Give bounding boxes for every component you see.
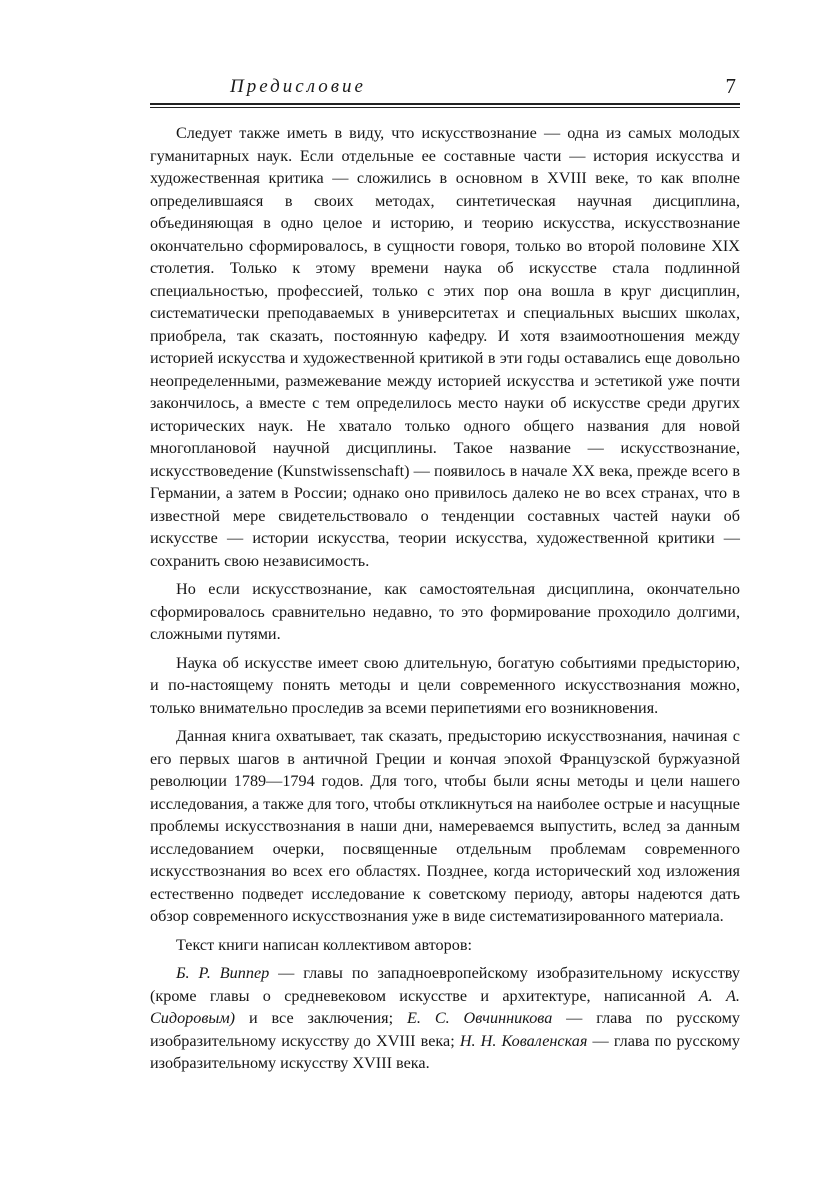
- author-name: Н. Н. Коваленская: [459, 1031, 588, 1050]
- author-name: Б. Р. Виппер: [176, 964, 270, 982]
- header-rule-thin: [150, 107, 740, 108]
- author-name: А. А. Сидоровым): [150, 986, 740, 1027]
- paragraph: [150, 934, 740, 957]
- running-head: [150, 74, 740, 104]
- paragraph: [150, 652, 740, 720]
- text-run: — главы по западноевропейскому изобразительному искусству (кроме главы о средневековом искусстве и архитектуре, написанной: [150, 964, 740, 1005]
- text-run: Наука об искусстве имеет свою длительную, богатую событиями предысторию, и по-настоящему понять методы и цели современного искусствознания можно, только внимательно проследив за всеми перипетиями его возникновения.: [150, 653, 740, 717]
- text-run: — глава по русскому изобразительному искусству XVIII века.: [150, 1031, 740, 1072]
- running-head-title: Предисловие: [230, 76, 366, 97]
- paragraph: [150, 962, 740, 1075]
- body-text: [150, 122, 740, 1075]
- paragraph: [150, 122, 740, 572]
- text-run: Данная книга охватывает, так сказать, предысторию искусствознания, начиная с его первых шагов в античной Греции и кончая эпохой Французской буржуазной революции 1789—1794 годов. Для того, чтобы были ясны методы и цели нашего исследования, а также для того, чтобы откликнуться на наиболее острые и насущные проблемы искусствознания в наши дни, намереваемся выпустить, вслед за данным исследованием очерки, посвященные отдельным проблемам современного искусствознания во всех его областях. Позднее, когда исторический ход изложения естественно подведет исследование к советскому периоду, авторы надеются дать обзор современного искусствознания уже в виде систематизированного материала.: [150, 727, 740, 925]
- text-run: Следует также иметь в виду, что искусствознание — одна из самых молодых гуманитарных наук. Если отдельные ее составные части — история искусства и художественная критика — сложились в основном в XVIII веке, то как вполне определившаяся в своих методах, синтетическая научная дисциплина, объединяющая в одно целое и историю, и теорию искусства, искусствознание окончательно сформировалось, в сущности говоря, только во второй половине XIX столетия. Только к этому времени наука об искусстве стала подлинной специальностью, профессией, только с этих пор она вошла в круг дисциплин, систематически преподаваемых в университетах и специальных высших школах, приобрела, так сказать, постоянную кафедру. И хотя взаимоотношения между историей искусства и художественной критикой в эти годы оставались еще довольно неопределенными, размежевание между историей искусства и эстетикой уже почти закончилось, а вместе с тем определилось место науки об искусстве среди других исторических наук. Не хватало только одного общего названия для новой многоплановой научной дисциплины. Такое название — искусствознание, искусствоведение (Kunstwissenschaft) — появилось в начале XX века, прежде всего в Германии, а затем в России; однако оно привилось далеко не во всех странах, что в известной мере свидетельствовало о тенденции составных частей науки об искусстве — истории искусства, теории искусства, художественной критики — сохранить свою независимость.: [150, 124, 740, 570]
- author-name: Е. С. Овчинникова: [407, 1009, 553, 1027]
- text-run: Но если искусствознание, как самостоятельная дисциплина, окончательно сформировалось сравнительно недавно, то это формирование проходило долгими, сложными путями.: [150, 580, 740, 643]
- page-number: 7: [725, 74, 736, 98]
- paragraph: [150, 578, 740, 646]
- text-run: — глава по русскому изобразительному искусству до XVIII века;: [150, 1009, 740, 1050]
- paragraph: [150, 725, 740, 928]
- text-run: Текст книги написан коллективом авторов:: [176, 935, 472, 954]
- text-run: и все заключения;: [235, 1009, 407, 1027]
- header-rule-thick: [150, 103, 740, 105]
